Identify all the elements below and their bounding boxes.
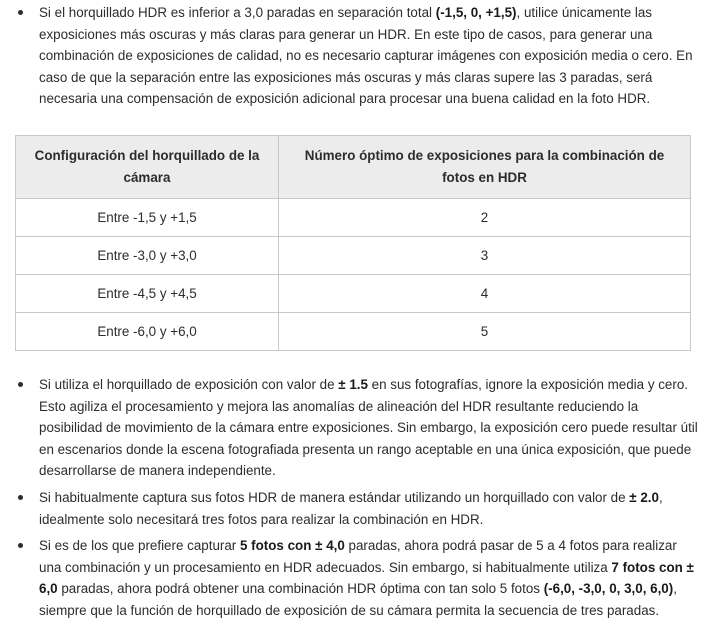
intro-text-before: Si el horquillado HDR es inferior a 3,0 paradas en separación total [39, 5, 436, 20]
tip-bullet-1 [0, 374, 716, 482]
table-cell-exposures: 4 [279, 275, 691, 313]
table-row [16, 275, 691, 313]
table-row [16, 313, 691, 351]
tip-3-text-before: Si es de los que prefiere capturar [39, 538, 240, 554]
table-header-bracketing: Configuración del horquillado de la cámara [16, 136, 279, 199]
intro-list [0, 2, 716, 110]
tip-3-text-middle: paradas, ahora podrá pasar de 5 a 4 fotos para realizar una combinación y un procesamiento en HDR adecuados. Sin embargo, si habitualmente utiliza [39, 538, 677, 575]
tip-3-bold-3: (-6,0, -3,0, 0, 3,0, 6,0) [543, 581, 674, 597]
table-cell-bracketing: Entre -6,0 y +6,0 [16, 313, 279, 351]
tip-3-bold-2: 7 fotos con ± 6,0 [39, 559, 694, 597]
table-cell-exposures: 5 [279, 313, 691, 351]
table-header-exposures: Número óptimo de exposiciones para la combinación de fotos en HDR [279, 136, 691, 199]
bracketing-table [15, 135, 691, 351]
table-row [16, 237, 691, 275]
tip-3-text-middle-2: paradas, ahora podrá obtener una combinación HDR óptima con tan solo 5 fotos [57, 581, 544, 597]
bracketing-table-wrapper [15, 135, 690, 351]
intro-bold-range: (-1,5, 0, +1,5) [435, 5, 517, 20]
tip-1-text-before: Si utiliza el horquillado de exposición con valor de [39, 377, 339, 392]
intro-text-after: , utilice únicamente las exposiciones más oscuras y más claras para generar un HDR. En este tipo de casos, para generar una combinación de exposiciones de calidad, no es necesario capturar imágenes con exposición media o cero. En caso de que la separación entre las exposiciones más oscuras y más claras supere las 3 paradas, será necesaria una compensación de exposición adicional para procesar una buena calidad en la foto HDR. [39, 5, 693, 107]
tip-1-bold: ± 1.5 [338, 377, 368, 392]
tip-bullet-3 [0, 535, 716, 621]
table-cell-exposures: 3 [279, 237, 691, 275]
tip-1-text-after: en sus fotografías, ignore la exposición media y cero. Esto agiliza el procesamiento y mejora las anomalías de alineación del HDR resultante reduciendo la posibilidad de movimiento de la cámara entre exposiciones. Sin embargo, la exposición cero puede resultar útil en escenarios donde la escena fotografiada presenta un rango aceptable en una única exposición, que puede desarrollarse de manera independiente. [39, 377, 698, 479]
table-cell-bracketing: Entre -3,0 y +3,0 [16, 237, 279, 275]
tip-2-bold: ± 2.0 [629, 489, 659, 505]
tip-2-text-after: , idealmente solo necesitará tres fotos para realizar la combinación en HDR. [39, 489, 663, 527]
tip-bullet-2 [0, 487, 716, 530]
table-row [16, 199, 691, 237]
tip-3-text-after: , siempre que la función de horquillado de exposición de su cámara permita la secuencia de tres paradas. [39, 581, 677, 618]
table-cell-exposures: 2 [279, 199, 691, 237]
tips-list [0, 374, 716, 627]
table-cell-bracketing: Entre -1,5 y +1,5 [16, 199, 279, 237]
intro-bullet [0, 2, 716, 110]
tip-2-text-before: Si habitualmente captura sus fotos HDR de manera estándar utilizando un horquillado con valor de [39, 489, 630, 505]
table-header-row [16, 136, 691, 199]
tip-3-bold: 5 fotos con ± 4,0 [239, 538, 345, 554]
table-cell-bracketing: Entre -4,5 y +4,5 [16, 275, 279, 313]
